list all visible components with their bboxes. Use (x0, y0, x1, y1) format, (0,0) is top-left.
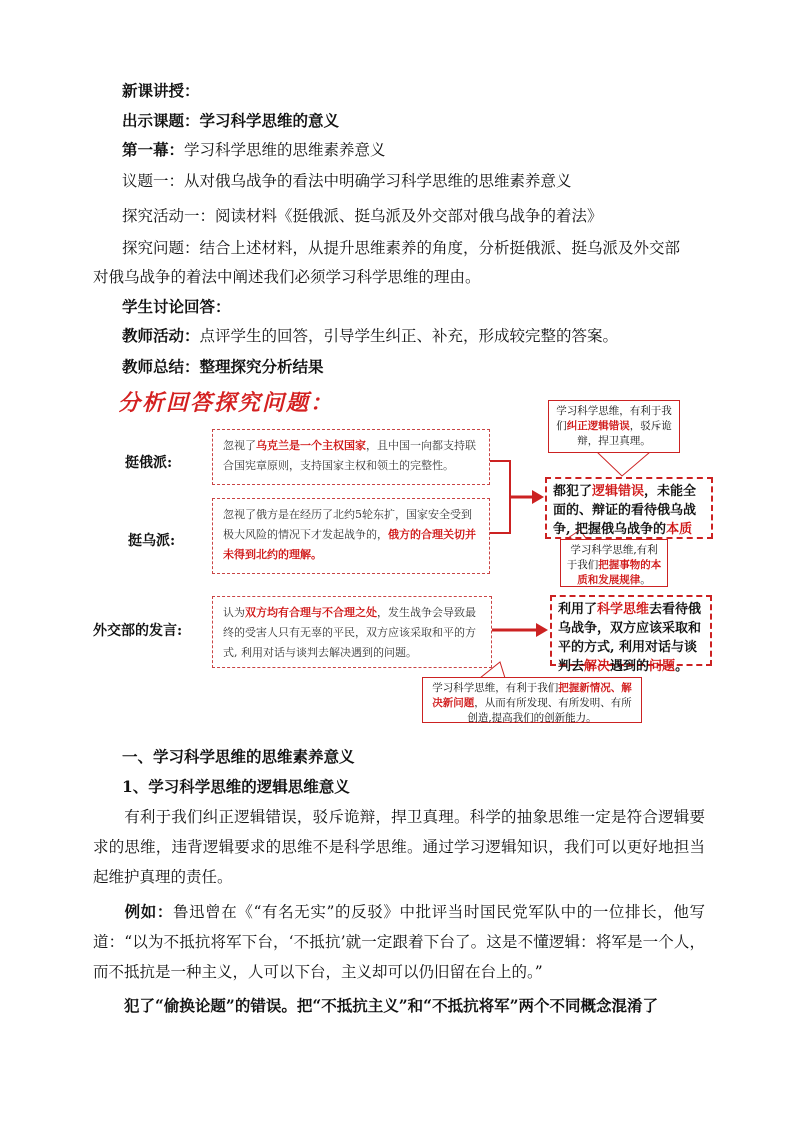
teacher-summary-text: 整理探究分析结果 (199, 357, 324, 376)
label-pro-russia: 挺俄派: (125, 455, 173, 471)
figure-title: 分析回答探究问题： (118, 390, 335, 416)
result-logic-error (545, 477, 713, 539)
callout-top-pre: 学习科学思维，有利于我们 (556, 405, 672, 432)
result2-end: 。 (675, 659, 689, 674)
example-text: 鲁迅曾在《“有名无实”的反驳》中批评当时国民党军队中的一位排长，他写道：“以为不抵抗将军下台，‘不抵抗’就一定跟着下台了。这是不懂逻辑：将军是一个人，而不抵抗是一种主义，人可以下台，主义却可以仍旧留在台上的。” (93, 903, 705, 981)
teacher-summary-label: 教师总结： (122, 357, 200, 376)
question-line-b: 对俄乌战争的着法中阐述我们必须学习科学思维的理由。 (93, 268, 481, 286)
box3-pre: 认为 (223, 606, 245, 619)
result1-pre: 都犯了 (553, 484, 593, 499)
box-ministry (212, 596, 492, 668)
callout-top (548, 400, 680, 453)
result2-red1: 科学思维 (597, 602, 650, 617)
result1-red1: 逻辑错误 (592, 484, 645, 499)
label-ministry: 外交部的发言: (93, 623, 183, 639)
section-heading: 一、学习科学思维的思维素养意义 (122, 747, 355, 766)
box1-post: ，且中国一向都支持联合国宪章原则，支持国家主权和领土的完整性。 (223, 439, 476, 472)
paragraph-example (93, 897, 705, 987)
callout-bottom-post: ，从而有所发现、有所发明、有所创造,提高我们的创新能力。 (467, 697, 632, 724)
issue-one-line: 议题一：从对俄乌战争的看法中明确学习科学思维的思维素养意义 (122, 172, 572, 190)
callout-bottom-pre: 学习科学思维，有利于我们 (432, 682, 559, 694)
box3-red: 双方均有合理与不合理之处 (245, 606, 377, 619)
callout-mid-post: 。 (640, 574, 651, 586)
callout-mid-red: 把握事物的本质和发展规律 (577, 559, 662, 586)
callout-bottom (422, 677, 642, 723)
result-scientific-thinking (550, 595, 712, 674)
box2-red: 俄方的合理关切并未得到北约的理解。 (223, 528, 476, 561)
result2-pre: 利用了 (558, 602, 598, 617)
box2-pre: 忽视了俄方是在经历了北约5轮东扩，国家安全受到极大风险的情况下才发起战争的， (223, 508, 472, 541)
callout-bottom-red: 把握新情况、解决新问题 (432, 682, 632, 709)
result2-mid2: 遇到的 (610, 659, 650, 674)
paragraph-conclusion (93, 991, 705, 1021)
callout-top-post: ，驳斥诡辩，捍卫真理。 (577, 420, 672, 447)
lesson-topic: 出示课题：学习科学思维的意义 (122, 111, 340, 130)
box1-pre: 忽视了 (223, 439, 256, 452)
callout-mid (560, 539, 668, 587)
box1-red: 乌克兰是一个主权国家 (256, 439, 366, 452)
result1-mid: ，未能全面的、辩证的看待俄乌战争, 把握俄乌战争的 (553, 484, 697, 537)
activity-one-line: 探究活动一：阅读材料《挺俄派、挺乌派及外交部对俄乌战争的着法》 (122, 207, 603, 225)
subsection-heading: 1、学习科学思维的逻辑思维意义 (122, 777, 350, 796)
result1-red2: 本质 (666, 522, 693, 537)
act-one-label: 第一幕： (122, 140, 185, 159)
teacher-activity-label: 教师活动： (122, 326, 200, 345)
box3-post: ，发生战争会导致最终的受害人只有无辜的平民，双方应该采取和平的方式, 利用对话与谈判去解决遇到的问题。 (223, 606, 476, 659)
teacher-activity-text: 点评学生的回答，引导学生纠正、补充，形成较完整的答案。 (199, 327, 619, 345)
callout-mid-pre: 学习科学思维,有利于我们 (566, 544, 658, 571)
paragraph-logic-text: 有利于我们纠正逻辑错误，驳斥诡辩，捍卫真理。科学的抽象思维一定是符合逻辑要求的思维，违背逻辑要求的思维不是科学思维。通过学习逻辑知识，我们可以更好地担当起维护真理的责任。 (93, 808, 705, 886)
box-pro-ukraine (212, 498, 490, 574)
result2-red3: 问题 (649, 659, 676, 674)
box-pro-russia (212, 429, 490, 485)
example-label: 例如： (124, 902, 173, 921)
conclusion-text: 犯了“偷换论题”的错误。把“不抵抗主义”和“不抵抗将军”两个不同概念混淆了 (124, 996, 658, 1015)
act-one-text: 学习科学思维的思维素养意义 (184, 141, 386, 159)
label-pro-ukraine: 挺乌派: (128, 533, 176, 549)
student-discussion: 学生讨论回答： (122, 297, 231, 316)
callout-top-red: 纠正逻辑错误 (566, 420, 630, 432)
lesson-heading: 新课讲授： (122, 81, 200, 100)
result2-red2: 解决 (584, 659, 611, 674)
paragraph-logic (93, 802, 705, 892)
result2-mid: 去看待俄乌战争，双方应该采取和平的方式, 利用对话与谈判去 (558, 602, 702, 674)
question-line-a: 探究问题：结合上述材料，从提升思维素养的角度，分析挺俄派、挺乌派及外交部 (122, 239, 681, 257)
